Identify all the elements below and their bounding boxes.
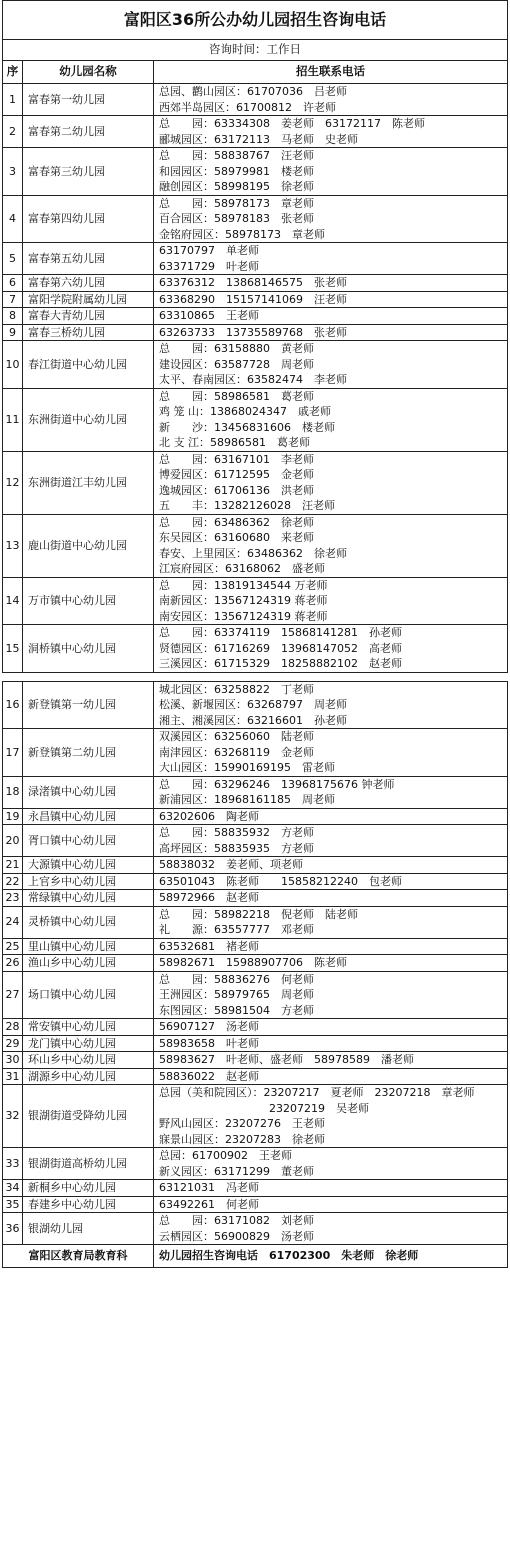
phone-line: 大山园区：15990169195 雷老师	[159, 761, 335, 774]
kindergarten-name: 富春第四幼儿园	[23, 195, 154, 243]
phone-line: 总 园：58986581 葛老师	[159, 389, 314, 403]
row-number: 25	[3, 938, 23, 955]
phone-line: 23207219 吴老师	[159, 1101, 369, 1115]
phone-line: 双溪园区：63256060 陆老师	[159, 730, 314, 743]
row-number: 9	[3, 324, 23, 341]
kindergarten-name: 银湖街道高桥幼儿园	[23, 1148, 154, 1180]
contact-phones	[154, 808, 508, 825]
kindergarten-phone-table	[2, 0, 508, 1268]
row-number: 7	[3, 291, 23, 308]
kindergarten-name: 银湖幼儿园	[23, 1213, 154, 1245]
phone-line: 融创园区：58998195 徐老师	[159, 180, 314, 193]
kindergarten-name: 环山乡中心幼儿园	[23, 1052, 154, 1069]
phone-line: 58983658 叶老师	[159, 1036, 259, 1050]
row-number: 13	[3, 514, 23, 577]
phone-line: 春安、上里园区：63486362 徐老师	[159, 546, 347, 560]
table-row	[3, 1035, 508, 1052]
row-number: 4	[3, 195, 23, 243]
contact-phones	[154, 514, 508, 577]
contact-phones	[154, 1213, 508, 1245]
contact-phones	[154, 906, 508, 938]
row-number: 34	[3, 1180, 23, 1197]
kindergarten-name: 大源镇中心幼儿园	[23, 857, 154, 874]
contact-phones	[154, 451, 508, 514]
phone-line: 总园：61700902 王老师	[159, 1149, 292, 1162]
row-number: 18	[3, 776, 23, 808]
kindergarten-name: 常绿镇中心幼儿园	[23, 890, 154, 907]
row-number: 2	[3, 116, 23, 148]
phone-line: 总 园：58836276 何老师	[159, 972, 314, 986]
footer-contact: 幼儿园招生咨询电话 61702300 朱老师 徐老师	[154, 1245, 508, 1268]
subtitle-row	[3, 40, 508, 61]
table-row	[3, 808, 508, 825]
consult-time: 咨询时间：工作日	[3, 40, 508, 61]
phone-line: 63202606 陶老师	[159, 809, 259, 823]
row-number: 35	[3, 1196, 23, 1213]
phone-line: 寐景山园区：23207283 徐老师	[159, 1132, 325, 1146]
phone-line: 63263733 13735589768 张老师	[159, 325, 347, 339]
phone-line: 东图园区：58981504 方老师	[159, 1003, 314, 1017]
phone-line: 总 园：58982218 倪老师 陆老师	[159, 907, 358, 921]
table-row	[3, 451, 508, 514]
table-row	[3, 1068, 508, 1085]
kindergarten-name: 银湖街道受降幼儿园	[23, 1085, 154, 1148]
phone-line: 新浦园区：18968161185 周老师	[159, 793, 335, 806]
table-row	[3, 971, 508, 1019]
table-row	[3, 308, 508, 325]
phone-line: 63121031 冯老师	[159, 1181, 259, 1194]
table-row	[3, 243, 508, 275]
contact-phones	[154, 776, 508, 808]
page-break-gap	[3, 672, 508, 681]
row-number: 12	[3, 451, 23, 514]
kindergarten-name: 富春大青幼儿园	[23, 308, 154, 325]
kindergarten-name: 灵桥镇中心幼儿园	[23, 906, 154, 938]
kindergarten-name: 龙门镇中心幼儿园	[23, 1035, 154, 1052]
row-number: 5	[3, 243, 23, 275]
phone-line: 博爱园区：61712595 金老师	[159, 468, 314, 481]
phone-line: 总园（美和院园区）：23207217 夏老师 23207218 章老师	[159, 1086, 475, 1099]
header-phone: 招生联系电话	[154, 61, 508, 84]
table-row	[3, 906, 508, 938]
row-number: 22	[3, 873, 23, 890]
phone-line: 63170797 单老师	[159, 244, 259, 257]
kindergarten-name: 渔山乡中心幼儿园	[23, 955, 154, 972]
header-row	[3, 61, 508, 84]
phone-line: 63376312 13868146575 张老师	[159, 276, 347, 289]
phone-line: 58838032 姜老师、项老师	[159, 858, 303, 871]
phone-line: 总 园：13819134544 万老师	[159, 578, 328, 592]
row-number: 1	[3, 84, 23, 116]
kindergarten-name: 渌渚镇中心幼儿园	[23, 776, 154, 808]
row-number: 36	[3, 1213, 23, 1245]
phone-line: 总 园：58835932 方老师	[159, 826, 314, 839]
contact-phones	[154, 1019, 508, 1036]
contact-phones	[154, 955, 508, 972]
table-row	[3, 857, 508, 874]
kindergarten-name: 东洲街道中心幼儿园	[23, 388, 154, 451]
row-number: 17	[3, 729, 23, 777]
table-row	[3, 776, 508, 808]
header-no: 序	[3, 61, 23, 84]
table-row	[3, 324, 508, 341]
phone-line: 东吴园区：63160680 来老师	[159, 531, 314, 544]
kindergarten-name: 富春第五幼儿园	[23, 243, 154, 275]
kindergarten-name: 富春第一幼儿园	[23, 84, 154, 116]
row-number: 16	[3, 681, 23, 729]
row-number: 20	[3, 825, 23, 857]
row-number: 32	[3, 1085, 23, 1148]
row-number: 28	[3, 1019, 23, 1036]
row-number: 33	[3, 1148, 23, 1180]
kindergarten-name: 新登镇第二幼儿园	[23, 729, 154, 777]
contact-phones	[154, 243, 508, 275]
table-row	[3, 388, 508, 451]
row-number: 19	[3, 808, 23, 825]
row-number: 24	[3, 906, 23, 938]
contact-phones	[154, 1068, 508, 1085]
gap-cell	[3, 672, 508, 681]
table-row	[3, 1148, 508, 1180]
kindergarten-name: 常安镇中心幼儿园	[23, 1019, 154, 1036]
kindergarten-name: 富春三桥幼儿园	[23, 324, 154, 341]
table-row	[3, 84, 508, 116]
phone-line: 郦城园区：63172113 马老师 史老师	[159, 132, 358, 146]
kindergarten-name: 里山镇中心幼儿园	[23, 938, 154, 955]
document-title: 富阳区36所公办幼儿园招生咨询电话	[3, 1, 508, 40]
phone-line: 湘主、湘溪园区：63216601 孙老师	[159, 713, 347, 727]
phone-line: 58972966 赵老师	[159, 891, 259, 904]
kindergarten-name: 场口镇中心幼儿园	[23, 971, 154, 1019]
phone-line: 总 园：63171082 刘老师	[159, 1214, 314, 1227]
table-row	[3, 1180, 508, 1197]
phone-line: 百合园区：58978183 张老师	[159, 212, 314, 225]
phone-line: 新义园区：63171299 董老师	[159, 1164, 314, 1178]
table-row	[3, 890, 508, 907]
phone-line: 总园、鹳山园区：61707036 吕老师	[159, 85, 347, 98]
phone-line: 63492261 何老师	[159, 1197, 259, 1211]
kindergarten-name: 鹿山街道中心幼儿园	[23, 514, 154, 577]
phone-line: 63371729 叶老师	[159, 259, 259, 273]
phone-line: 三溪园区：61715329 18258882102 赵老师	[159, 657, 402, 670]
phone-line: 新 沙：13456831606 楼老师	[159, 420, 335, 434]
contact-phones	[154, 1035, 508, 1052]
phone-line: 高坪园区：58835935 方老师	[159, 841, 314, 855]
table-row	[3, 729, 508, 777]
table-row	[3, 341, 508, 389]
title-row	[3, 1, 508, 40]
row-number: 3	[3, 148, 23, 196]
contact-phones	[154, 195, 508, 243]
phone-line: 南新园区：13567124319 蒋老师	[159, 594, 328, 607]
row-number: 31	[3, 1068, 23, 1085]
table-row	[3, 681, 508, 729]
contact-phones	[154, 291, 508, 308]
contact-phones	[154, 308, 508, 325]
kindergarten-name: 上官乡中心幼儿园	[23, 873, 154, 890]
phone-line: 63532681 褚老师	[159, 939, 259, 953]
kindergarten-name: 永昌镇中心幼儿园	[23, 808, 154, 825]
phone-line: 王洲园区：58979765 周老师	[159, 988, 314, 1001]
phone-line: 鸡 笼 山：13868024347 戚老师	[159, 405, 331, 418]
phone-line: 礼 源：63557777 邓老师	[159, 923, 314, 936]
kindergarten-name: 富阳学院附属幼儿园	[23, 291, 154, 308]
contact-phones	[154, 625, 508, 673]
contact-phones	[154, 84, 508, 116]
table-row	[3, 1213, 508, 1245]
footer-row	[3, 1245, 508, 1268]
kindergarten-name: 富春第三幼儿园	[23, 148, 154, 196]
contact-phones	[154, 388, 508, 451]
phone-line: 五 丰：13282126028 汪老师	[159, 499, 335, 512]
row-number: 15	[3, 625, 23, 673]
row-number: 30	[3, 1052, 23, 1069]
kindergarten-name: 春江街道中心幼儿园	[23, 341, 154, 389]
row-number: 6	[3, 275, 23, 292]
contact-phones	[154, 275, 508, 292]
phone-line: 58983627 叶老师、盛老师 58978589 潘老师	[159, 1053, 414, 1066]
phone-line: 江宸府园区：63168062 盛老师	[159, 562, 325, 575]
contact-phones	[154, 857, 508, 874]
table-row	[3, 955, 508, 972]
row-number: 23	[3, 890, 23, 907]
contact-phones	[154, 1196, 508, 1213]
phone-line: 金铭府园区：58978173 章老师	[159, 227, 325, 241]
phone-line: 松溪、新堰园区：63268797 周老师	[159, 698, 347, 711]
table-row	[3, 1052, 508, 1069]
phone-line: 63368290 15157141069 汪老师	[159, 292, 347, 306]
phone-line: 北 支 江：58986581 葛老师	[159, 436, 310, 449]
contact-phones	[154, 577, 508, 625]
kindergarten-name: 富春第二幼儿园	[23, 116, 154, 148]
table-row	[3, 873, 508, 890]
kindergarten-name: 春建乡中心幼儿园	[23, 1196, 154, 1213]
contact-phones	[154, 971, 508, 1019]
kindergarten-name: 新桐乡中心幼儿园	[23, 1180, 154, 1197]
table-row	[3, 1019, 508, 1036]
phone-line: 58982671 15988907706 陈老师	[159, 956, 347, 969]
table-row	[3, 116, 508, 148]
row-number: 27	[3, 971, 23, 1019]
phone-line: 总 园：63158880 黄老师	[159, 342, 314, 355]
table-row	[3, 148, 508, 196]
table-row	[3, 938, 508, 955]
contact-phones	[154, 938, 508, 955]
phone-line: 南安园区：13567124319 蒋老师	[159, 609, 328, 623]
contact-phones	[154, 825, 508, 857]
phone-line: 野风山园区：23207276 王老师	[159, 1117, 325, 1130]
phone-line: 总 园：63334308 姜老师 63172117 陈老师	[159, 117, 425, 130]
table-row	[3, 825, 508, 857]
table-row	[3, 625, 508, 673]
contact-phones	[154, 1052, 508, 1069]
phone-line: 南津园区：63268119 金老师	[159, 745, 314, 759]
phone-line: 总 园：63374119 15868141281 孙老师	[159, 626, 402, 639]
contact-phones	[154, 148, 508, 196]
contact-phones	[154, 890, 508, 907]
row-number: 26	[3, 955, 23, 972]
row-number: 11	[3, 388, 23, 451]
table-row	[3, 275, 508, 292]
kindergarten-name: 新登镇第一幼儿园	[23, 681, 154, 729]
contact-phones	[154, 341, 508, 389]
contact-phones	[154, 1085, 508, 1148]
row-number: 8	[3, 308, 23, 325]
phone-line: 贤德园区：61716269 13968147052 高老师	[159, 641, 402, 655]
phone-line: 总 园：63296246 13968175676 钟老师	[159, 777, 395, 791]
row-number: 14	[3, 577, 23, 625]
phone-line: 58836022 赵老师	[159, 1069, 259, 1083]
table-row	[3, 195, 508, 243]
kindergarten-name: 富春第六幼儿园	[23, 275, 154, 292]
phone-line: 逸城园区：61706136 洪老师	[159, 483, 314, 497]
phone-line: 太平、春南园区：63582474 李老师	[159, 373, 347, 386]
header-name: 幼儿园名称	[23, 61, 154, 84]
footer-department: 富阳区教育局教育科	[3, 1245, 154, 1268]
phone-line: 建设园区：63587728 周老师	[159, 357, 314, 371]
phone-line: 总 园：63167101 李老师	[159, 452, 314, 466]
phone-line: 总 园：58838767 汪老师	[159, 149, 314, 162]
row-number: 29	[3, 1035, 23, 1052]
contact-phones	[154, 681, 508, 729]
contact-phones	[154, 1148, 508, 1180]
contact-phones	[154, 873, 508, 890]
table-row	[3, 577, 508, 625]
contact-phones	[154, 729, 508, 777]
phone-line: 63310865 王老师	[159, 309, 259, 322]
row-number: 21	[3, 857, 23, 874]
kindergarten-name: 万市镇中心幼儿园	[23, 577, 154, 625]
phone-line: 云栖园区：56900829 汤老师	[159, 1229, 314, 1243]
phone-line: 西郊半岛园区：61700812 许老师	[159, 100, 336, 114]
phone-line: 城北园区：63258822 丁老师	[159, 682, 314, 696]
kindergarten-name: 湖源乡中心幼儿园	[23, 1068, 154, 1085]
phone-line: 56907127 汤老师	[159, 1020, 259, 1033]
row-number: 10	[3, 341, 23, 389]
phone-line: 和园园区：58979981 楼老师	[159, 164, 314, 178]
table-row	[3, 291, 508, 308]
table-row	[3, 1196, 508, 1213]
phone-line: 总 园：63486362 徐老师	[159, 515, 314, 529]
kindergarten-name: 洞桥镇中心幼儿园	[23, 625, 154, 673]
table-row	[3, 1085, 508, 1148]
table-row	[3, 514, 508, 577]
contact-phones	[154, 1180, 508, 1197]
phone-line: 63501043 陈老师 15858212240 包老师	[159, 874, 402, 888]
contact-phones	[154, 116, 508, 148]
contact-phones	[154, 324, 508, 341]
phone-line: 总 园：58978173 章老师	[159, 196, 314, 210]
kindergarten-name: 东洲街道江丰幼儿园	[23, 451, 154, 514]
kindergarten-name: 胥口镇中心幼儿园	[23, 825, 154, 857]
